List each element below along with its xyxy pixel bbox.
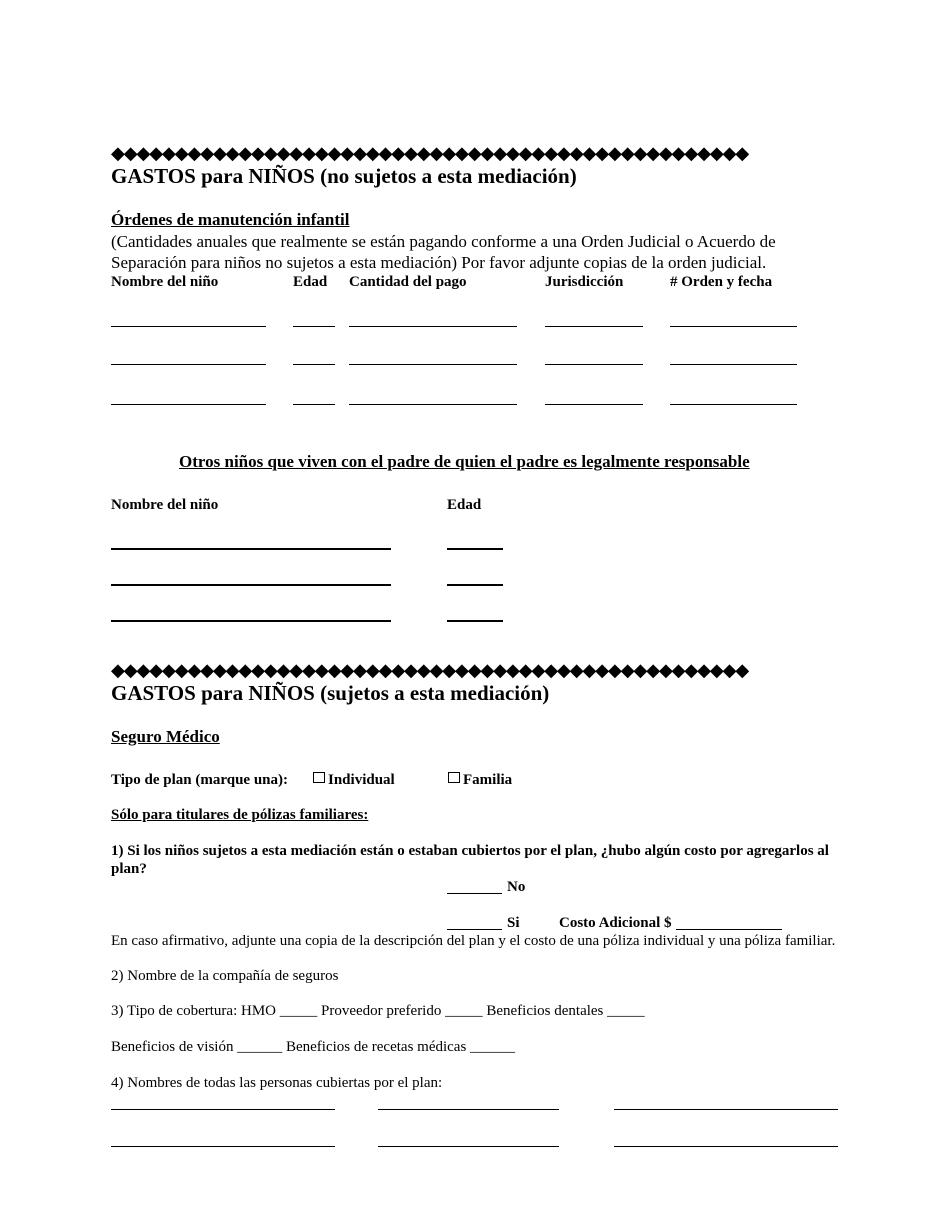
checkbox-individual[interactable] (313, 772, 325, 783)
field-age-2[interactable] (293, 364, 335, 365)
section-title: GASTOS para NIÑOS (no sujetos a esta mediación) (111, 164, 577, 188)
question-2: 2) Nombre de la compañía de seguros (111, 968, 339, 984)
question-1-line2: plan? (111, 861, 147, 877)
field-order-date-1[interactable] (670, 326, 797, 327)
extra-cost-label: Costo Adicional $ (559, 915, 672, 931)
column-header-order-date: # Orden y fecha (670, 274, 773, 290)
field-covered-person-5[interactable] (378, 1146, 559, 1147)
field-child-name-3[interactable] (111, 404, 266, 405)
option-individual[interactable] (313, 772, 395, 789)
field-other-child-name-2[interactable] (111, 584, 391, 586)
section-title-2: GASTOS para NIÑOS (sujetos a esta mediación) (111, 681, 550, 705)
other-column-age: Edad (447, 497, 482, 513)
field-covered-person-1[interactable] (111, 1109, 335, 1110)
question-3-line1: 3) Tipo de cobertura: HMO _____ Proveedor preferido _____ Beneficios dentales _____ (111, 1003, 645, 1019)
field-no[interactable] (447, 893, 502, 894)
field-other-age-1[interactable] (447, 548, 503, 550)
field-covered-person-3[interactable] (614, 1109, 838, 1110)
orders-heading: Órdenes de manutención infantil (111, 210, 350, 229)
field-covered-person-2[interactable] (378, 1109, 559, 1110)
orders-description-line2: Separación para niños no sujetos a esta mediación) Por favor adjunte copias de la orden judicial. (111, 253, 767, 272)
field-extra-cost[interactable] (676, 929, 782, 930)
if-yes-instructions: En caso afirmativo, adjunte una copia de la descripción del plan y el costo de una póliza individual y una póliza familiar. (111, 933, 836, 949)
diamond-divider-2: ◆◆◆◆◆◆◆◆◆◆◆◆◆◆◆◆◆◆◆◆◆◆◆◆◆◆◆◆◆◆◆◆◆◆◆◆◆◆◆◆◆◆◆◆◆◆◆◆◆◆ (111, 660, 749, 680)
field-covered-person-6[interactable] (614, 1146, 838, 1147)
column-header-jurisdiction: Jurisdicción (545, 274, 624, 290)
field-covered-person-4[interactable] (111, 1146, 335, 1147)
question-3-line2: Beneficios de visión ______ Beneficios de recetas médicas ______ (111, 1039, 516, 1055)
insurance-heading: Seguro Médico (111, 727, 220, 746)
field-jurisdiction-1[interactable] (545, 326, 643, 327)
field-child-name-1[interactable] (111, 326, 266, 327)
orders-description-line1: (Cantidades anuales que realmente se están pagando conforme a una Orden Judicial o Acuerdo de (111, 232, 776, 251)
field-other-child-name-1[interactable] (111, 548, 391, 550)
family-only-label: Sólo para titulares de pólizas familiares: (111, 807, 369, 823)
field-child-name-2[interactable] (111, 364, 266, 365)
column-header-age: Edad (293, 274, 328, 290)
question-4: 4) Nombres de todas las personas cubiertas por el plan: (111, 1075, 443, 1091)
option-family-label: Familia (463, 772, 513, 788)
question-1-line1: 1) Si los niños sujetos a esta mediación están o estaban cubiertos por el plan, ¿hubo algún costo por agregarlos al (111, 843, 829, 859)
option-family[interactable] (448, 772, 512, 789)
field-jurisdiction-2[interactable] (545, 364, 643, 365)
field-si[interactable] (447, 929, 502, 930)
field-jurisdiction-3[interactable] (545, 404, 643, 405)
option-individual-label: Individual (328, 772, 395, 788)
si-label: Si (507, 915, 520, 931)
field-order-date-2[interactable] (670, 364, 797, 365)
other-children-heading: Otros niños que viven con el padre de quien el padre es legalmente responsable (179, 452, 750, 471)
field-payment-3[interactable] (349, 404, 517, 405)
diamond-divider: ◆◆◆◆◆◆◆◆◆◆◆◆◆◆◆◆◆◆◆◆◆◆◆◆◆◆◆◆◆◆◆◆◆◆◆◆◆◆◆◆◆◆◆◆◆◆◆◆◆◆ (111, 143, 749, 163)
checkbox-family[interactable] (448, 772, 460, 783)
field-order-date-3[interactable] (670, 404, 797, 405)
column-header-child-name: Nombre del niño (111, 274, 219, 290)
no-label: No (507, 879, 526, 895)
field-other-child-name-3[interactable] (111, 620, 391, 622)
other-column-child-name: Nombre del niño (111, 497, 219, 513)
field-payment-1[interactable] (349, 326, 517, 327)
plan-type-label: Tipo de plan (marque una): (111, 772, 288, 788)
field-other-age-2[interactable] (447, 584, 503, 586)
field-age-1[interactable] (293, 326, 335, 327)
field-payment-2[interactable] (349, 364, 517, 365)
column-header-payment: Cantidad del pago (349, 274, 467, 290)
field-other-age-3[interactable] (447, 620, 503, 622)
field-age-3[interactable] (293, 404, 335, 405)
